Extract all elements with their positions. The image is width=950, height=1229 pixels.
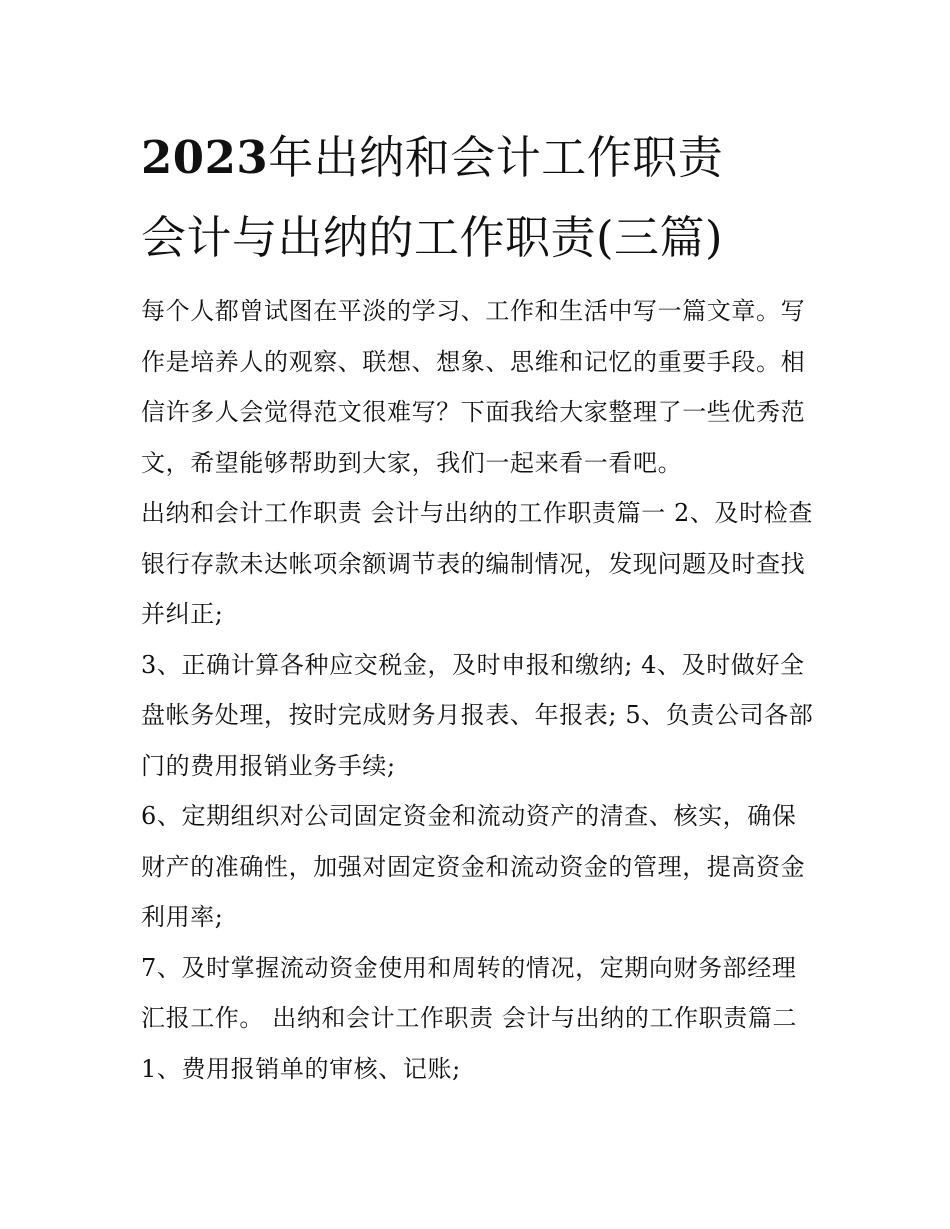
document-body	[141, 286, 821, 1094]
document-title	[141, 118, 821, 278]
title-line-1	[141, 118, 821, 198]
paragraph-item-7-section-two: 7、及时掌握流动资金使用和周转的情况，定期向财务部经理汇报工作。 出纳和会计工作职责 会计与出纳的工作职责篇二 1、费用报销单的审核、记账;	[141, 953, 798, 1083]
title-line-2: 会计与出纳的工作职责(三篇)	[141, 211, 724, 264]
paragraph-items-3-5: 3、正确计算各种应交税金，及时申报和缴纳; 4、及时做好全盘帐务处理，按时完成财务月报表、年报表; 5、负责公司各部门的费用报销业务手续;	[141, 650, 814, 780]
paragraph-section-one: 出纳和会计工作职责 会计与出纳的工作职责篇一 2、及时检查银行存款未达帐项余额调节表的编制情况，发现问题及时查找并纠正;	[141, 499, 813, 628]
paragraph-item-6: 6、定期组织对公司固定资金和流动资产的清查、核实，确保财产的准确性，加强对固定资金和流动资金的管理，提高资金利用率;	[141, 802, 806, 931]
document-page	[141, 118, 821, 1094]
title-line-1-text: 年出纳和会计工作职责	[268, 131, 724, 184]
title-year: 2023	[141, 131, 269, 184]
paragraph-intro: 每个人都曾试图在平淡的学习、工作和生活中写一篇文章。写作是培养人的观察、联想、想象、思维和记忆的重要手段。相信许多人会觉得范文很难写？下面我给大家整理了一些优秀范文，希望能够帮助到大家，我们一起来看一看吧。	[141, 297, 806, 477]
